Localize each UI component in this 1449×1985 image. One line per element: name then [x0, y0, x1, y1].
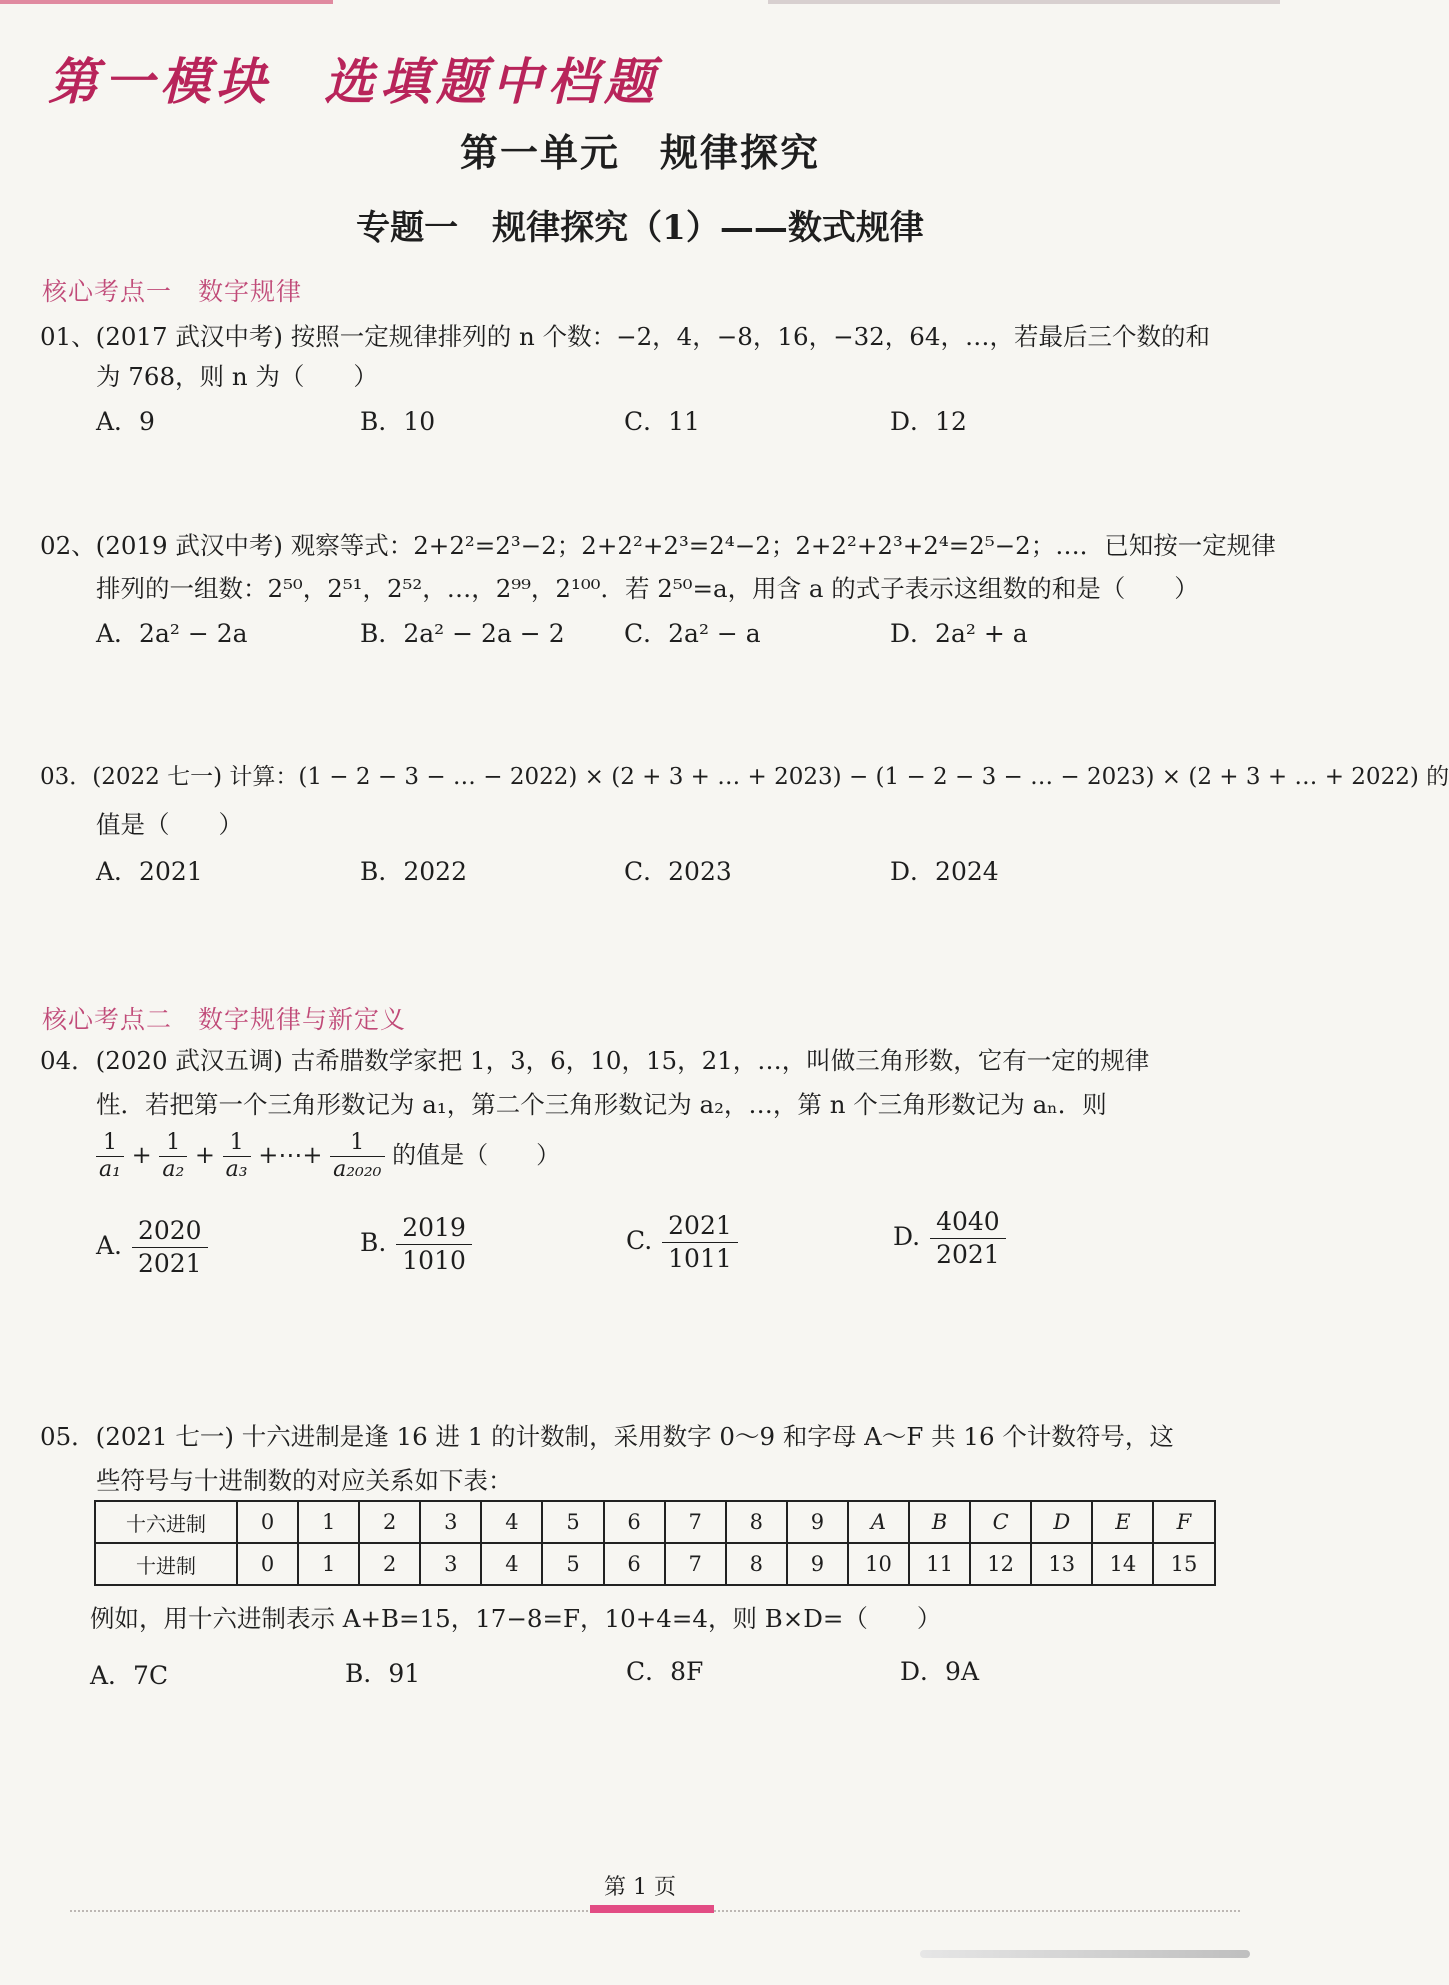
table-cell: C: [970, 1501, 1031, 1543]
table-cell: A: [848, 1501, 909, 1543]
hex-decimal-table: [94, 1500, 1216, 1586]
q3-line1: 03．(2022 七一) 计算：(1 − 2 − 3 − … − 2022) × (2 + 3 + … + 2023) − (1 − 2 − 3 − … − 2023) × (2 + 3 + … + 2022) 的: [40, 764, 1449, 790]
unit-title: 第一单元 规律探究: [459, 131, 820, 175]
q1-option-d: D．12: [890, 407, 967, 436]
table-cell: 0: [237, 1543, 298, 1585]
table-cell: 2: [359, 1543, 420, 1585]
topic-title: 专题一 规律探究（1）——数式规律: [356, 208, 924, 248]
table-cell: 9: [787, 1543, 848, 1585]
section-label-2: 核心考点二 数字规律与新定义: [42, 1005, 407, 1034]
table-cell: 5: [542, 1543, 603, 1585]
q4-line1: 04．(2020 武汉五调) 古希腊数学家把 1，3，6，10，15，21，…，叫做三角形数，它有一定的规律: [40, 1046, 1150, 1075]
table-cell: 10: [848, 1543, 909, 1585]
table-cell: 6: [604, 1501, 665, 1543]
q4-term-3: $\frac{1}{\text{a₃}}$: [223, 1130, 251, 1183]
q5-option-a: A．7C: [90, 1661, 169, 1690]
table-cell: 14: [1092, 1543, 1153, 1585]
q2-option-a: A．2a² − 2a: [96, 619, 248, 648]
q4-line2: 性．若把第一个三角形数记为 a₁，第二个三角形数记为 a₂，…，第 n 个三角形数记为 aₙ．则: [96, 1090, 1107, 1119]
table-cell: 15: [1153, 1543, 1214, 1585]
q1-line1: 01、(2017 武汉中考) 按照一定规律排列的 n 个数：−2，4，−8，16，−32，64，…，若最后三个数的和: [40, 322, 1210, 351]
q4-term-1: $\frac{1}{\text{a₁}}$: [96, 1130, 124, 1183]
table-cell: F: [1153, 1501, 1214, 1543]
q5-option-b: B．91: [345, 1659, 421, 1688]
table-cell: 6: [604, 1543, 665, 1585]
table-cell: 8: [726, 1543, 787, 1585]
q5-line3: 例如，用十六进制表示 A+B=15，17−8=F，10+4=4，则 B×D=（ ）: [90, 1604, 942, 1633]
table-row-head: 十进制: [95, 1543, 237, 1585]
q3-option-a: A．2021: [96, 857, 203, 886]
q1-option-b: B．10: [360, 407, 436, 436]
q2-line2: 排列的一组数：2⁵⁰，2⁵¹，2⁵²，…，2⁹⁹，2¹⁰⁰．若 2⁵⁰=a，用含 a 的式子表示这组数的和是（ ）: [96, 574, 1199, 603]
module-title: [48, 42, 712, 114]
q4-term-2: $\frac{1}{\text{a₂}}$: [159, 1130, 187, 1183]
table-cell: B: [909, 1501, 970, 1543]
q5-line1: 05．(2021 七一) 十六进制是逢 16 进 1 的计数制，采用数字 0～9 和字母 A～F 共 16 个计数符号，这: [40, 1422, 1174, 1451]
q4-option-c: C. $\frac{2021}{1011}$: [626, 1210, 740, 1275]
q2-option-c: C．2a² − a: [624, 619, 761, 648]
q2-option-b: B．2a² − 2a − 2: [360, 619, 565, 648]
q5-option-d: D．9A: [900, 1657, 980, 1686]
section-label-1: 核心考点一 数字规律: [42, 277, 303, 306]
table-cell: 3: [420, 1501, 481, 1543]
q4-option-d: D. $\frac{4040}{2021}$: [893, 1206, 1008, 1271]
footer-accent-bar: [590, 1905, 714, 1913]
table-cell: 1: [298, 1501, 359, 1543]
q4-option-b: B. $\frac{2019}{1010}$: [360, 1212, 474, 1277]
q1-option-a: A．9: [96, 407, 155, 436]
page-number: 第 1 页: [604, 1875, 676, 1900]
q1-line2: 为 768，则 n 为（ ）: [96, 362, 378, 391]
q4-expr-tail: 的值是（ ）: [392, 1141, 561, 1169]
q2-option-d: D．2a² + a: [890, 619, 1028, 648]
q4-term-last: $\frac{1}{\text{a₂₀₂₀}}$: [330, 1130, 384, 1183]
q3-option-b: B．2022: [360, 857, 467, 886]
table-cell: 8: [726, 1501, 787, 1543]
q2-line1-prefix: 02、(2019 武汉中考) 观察等式：: [40, 531, 414, 560]
q4-option-a: A. $\frac{2020}{2021}$: [96, 1215, 210, 1280]
q5-line2: 些符号与十进制数的对应关系如下表：: [96, 1466, 513, 1495]
table-row-decimal: [95, 1543, 1215, 1585]
module-title-part1: 第一模块: [48, 52, 272, 111]
q3-option-d: D．2024: [890, 857, 999, 886]
table-cell: 4: [481, 1543, 542, 1585]
q4-expression: $\frac{1}{\text{a₁}}$ + $\frac{1}{\text{a₂}}$ + $\frac{1}{\text{a₃}}$ +⋯+ $\frac{1}{\text{a₂₀₂₀}}$ 的值是（ ）: [96, 1130, 560, 1183]
table-cell: 11: [909, 1543, 970, 1585]
table-cell: 4: [481, 1501, 542, 1543]
table-cell: 5: [542, 1501, 603, 1543]
q5-option-c: C．8F: [626, 1657, 704, 1686]
table-cell: 3: [420, 1543, 481, 1585]
table-cell: 7: [665, 1501, 726, 1543]
scrollbar[interactable]: [920, 1950, 1250, 1958]
table-cell: 9: [787, 1501, 848, 1543]
table-cell: 2: [359, 1501, 420, 1543]
table-cell: 7: [665, 1543, 726, 1585]
table-cell: 0: [237, 1501, 298, 1543]
top-edge-line: [0, 0, 1280, 4]
q3-line2: 值是（ ）: [96, 810, 243, 839]
table-row-head: 十六进制: [95, 1501, 237, 1543]
table-cell: 1: [298, 1543, 359, 1585]
q1-option-c: C．11: [624, 407, 700, 436]
table-row-hex: [95, 1501, 1215, 1543]
table-cell: 13: [1031, 1543, 1092, 1585]
table-cell: 12: [970, 1543, 1031, 1585]
table-cell: D: [1031, 1501, 1092, 1543]
table-cell: E: [1092, 1501, 1153, 1543]
q2-line1-equation: 2+2²=2³−2；2+2²+2³=2⁴−2；2+2²+2³+2⁴=2⁵−2；…．已知按一定规律: [413, 531, 1276, 560]
q3-option-c: C．2023: [624, 857, 732, 886]
q4-expr-dots: +⋯+: [258, 1141, 323, 1169]
q2-line1: [40, 527, 1276, 562]
module-title-part2: 选填题中档题: [324, 52, 660, 111]
